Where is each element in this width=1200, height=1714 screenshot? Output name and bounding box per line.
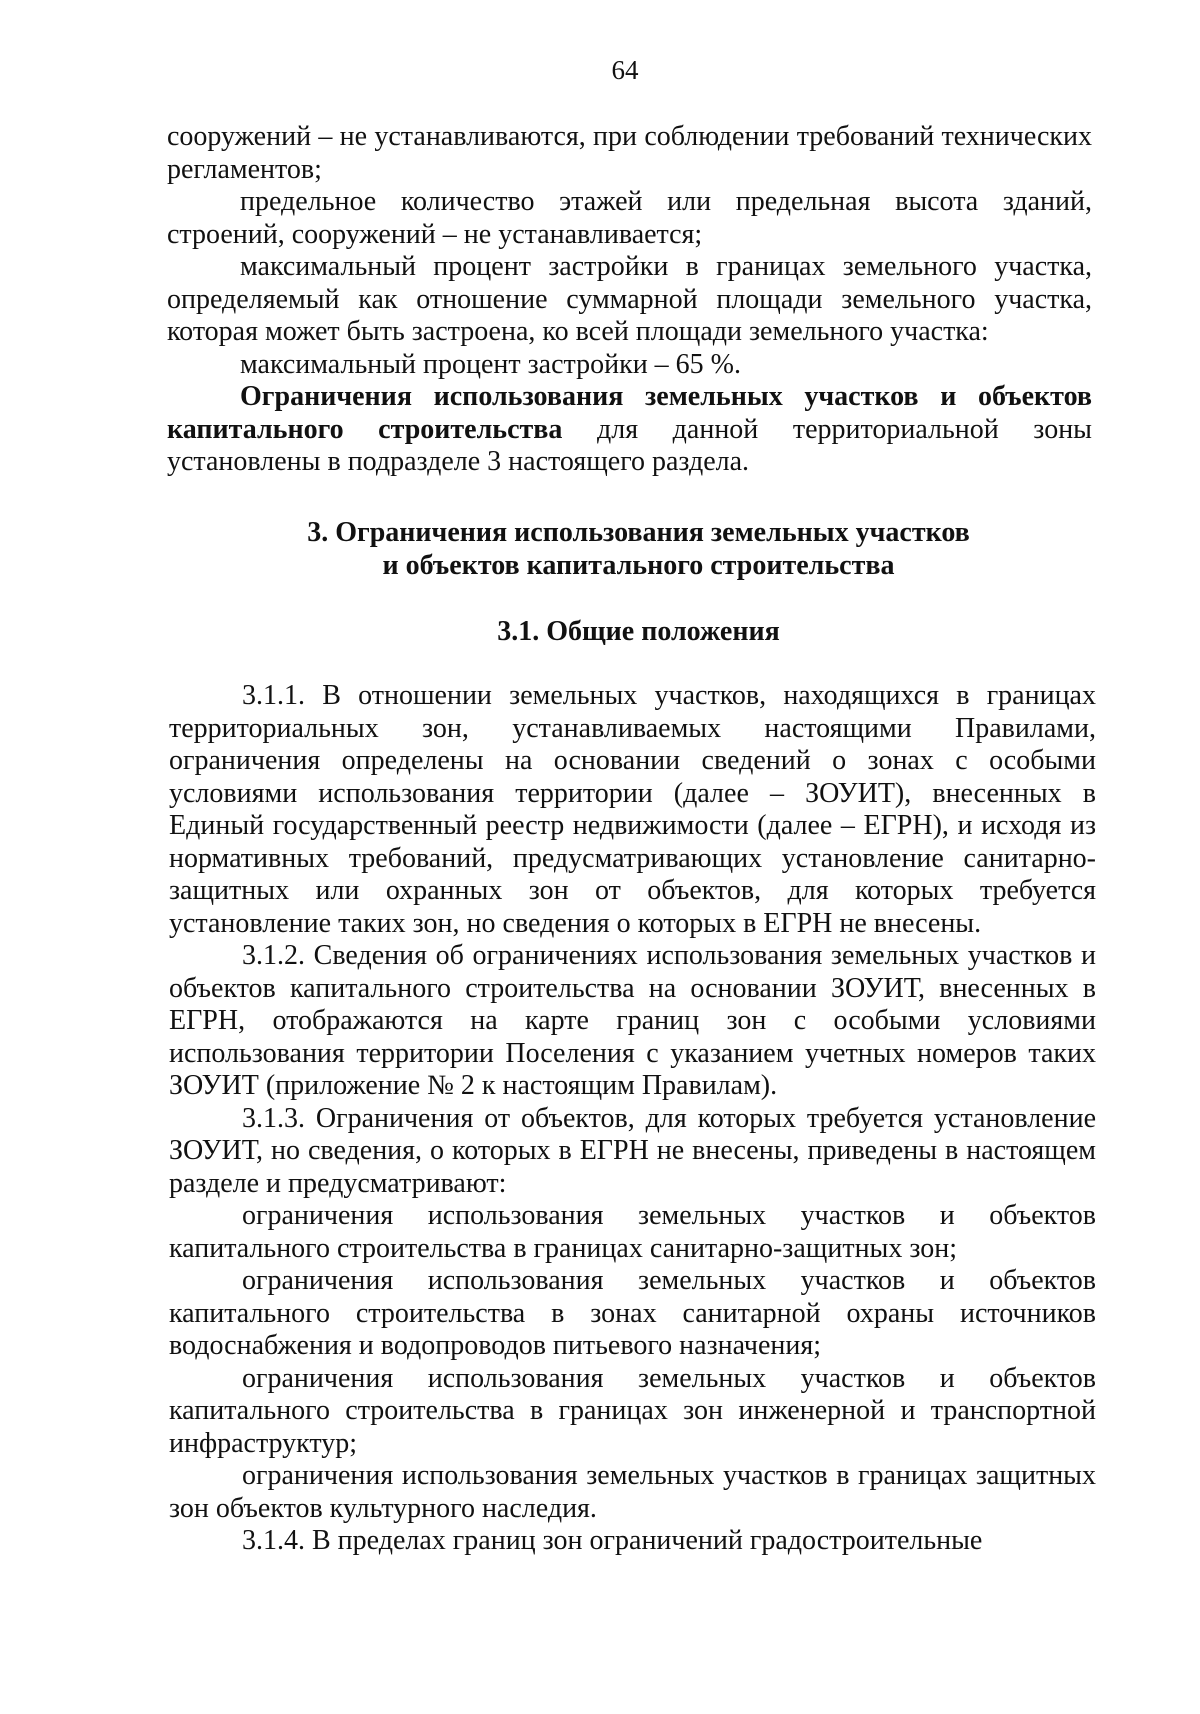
paragraph-3-1-4: 3.1.4. В пределах границ зон ограничений градостроительные [242,1525,983,1556]
paragraph-restrictions-reference [167,381,1092,479]
regulations-block [167,121,1092,479]
paragraph-3-1-3: 3.1.3. Ограничения от объектов, для которых требуется установление ЗОУИТ, но сведения, о которых в ЕГРН не внесены, приведены в настоящем разделе и предусматривают: [169,1102,1096,1199]
section-heading-line-2: и объектов капитального строительства [382,549,895,581]
paragraph-3-1-1: 3.1.1. В отношении земельных участков, находящихся в границах территориальных зон, устанавливаемых настоящими Правилами, ограничения определены на основании сведений о зонах с особыми условиями использования территории (далее – ЗОУИТ), внесенных в Единый государственный реестр недвижимости (далее – ЕГРН), и исходя из нормативных требований, предусматривающих установление санитарно-защитных или охранных зон от объектов, для которых требуется установление таких зон, но сведения о которых в ЕГРН не внесены. [169,680,1096,939]
general-provisions-body [169,680,1096,1558]
restrictions-bold-text: Ограничения использования земельных участков и объектов капитального строительства [167,381,1092,445]
section-heading [167,517,1110,582]
subsection-heading-text: 3.1. Общие положения [497,616,780,647]
list-item-water-protection-zones: ограничения использования земельных участков и объектов капитального строительства в зонах санитарной охраны источников водоснабжения и водопроводов питьевого назначения; [169,1265,1096,1361]
paragraph-coverage-definition: максимальный процент застройки в границах земельного участка, определяемый как отношение суммарной площади земельного участка, которая может быть застроена, ко всей площади земельного участка: [167,251,1092,347]
paragraph-3-1-2: 3.1.2. Сведения об ограничениях использования земельных участков и объектов капитального строительства на основании ЗОУИТ, внесенных в ЕГРН, отображаются на карте границ зон с особыми условиями использования территории Поселения с указанием учетных номеров таких ЗОУИТ (приложение № 2 к настоящим Правилам). [169,940,1096,1101]
paragraph-floors-limit: предельное количество этажей или предельная высота зданий, строений, сооружений – не устанавливается; [167,186,1092,250]
list-item-infrastructure-zones: ограничения использования земельных участков и объектов капитального строительства в границах зон инженерной и транспортной инфраструктур; [169,1362,1096,1459]
subsection-heading [167,616,1110,649]
restrictions-rest-text: для данной территориальной зоны установлены в подразделе 3 настоящего раздела. [167,413,1092,477]
list-item-sanitary-zones: ограничения использования земельных участков и объектов капитального строительства в границах санитарно-защитных зон; [169,1200,1096,1264]
paragraph-coverage-value: максимальный процент застройки – 65 %. [240,348,742,380]
list-item-heritage-zones: ограничения использования земельных участков в границах защитных зон объектов культурного наследия. [169,1460,1096,1524]
paragraph-structures-limits: сооружений – не устанавливаются, при соблюдении требований технических регламентов; [167,121,1092,185]
section-heading-line-1: 3. Ограничения использования земельных участков [307,517,970,548]
page-number: 64 [611,55,639,85]
